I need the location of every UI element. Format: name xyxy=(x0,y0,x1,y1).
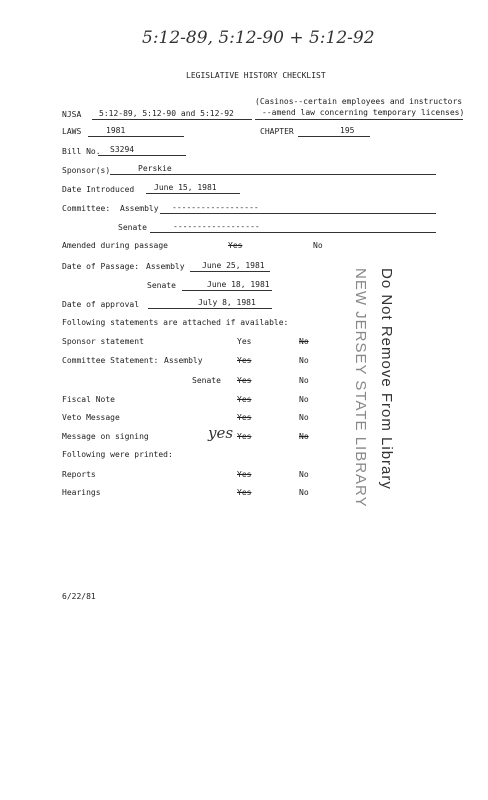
chapter-label: CHAPTER xyxy=(260,127,294,136)
njsa-label: NJSA xyxy=(62,110,82,119)
stamp-line2: Do Not Remove From Library xyxy=(378,268,395,490)
bill-label: Bill No. xyxy=(62,147,101,156)
njsa-value: 5:12-89, 5:12-90 and 5:12-92 xyxy=(99,109,234,118)
stamp-line1: NEW JERSEY STATE LIBRARY xyxy=(352,268,369,508)
fiscal-note-label: Fiscal Note xyxy=(62,395,115,404)
sponsor-statement-no: No xyxy=(299,337,309,346)
printed-heading: Following were printed: xyxy=(62,450,173,459)
bill-underline xyxy=(98,155,186,156)
committee-senate-value: ------------------ xyxy=(173,222,260,231)
committee-statement-senate-yes: Yes xyxy=(237,376,252,385)
message-signing-no: No xyxy=(299,432,309,441)
passage-senate-value: June 18, 1981 xyxy=(207,280,270,289)
fiscal-note-no: No xyxy=(299,395,309,404)
sponsor-value: Perskie xyxy=(138,164,172,173)
sponsor-underline xyxy=(110,174,436,175)
bill-value: S3294 xyxy=(110,145,135,154)
committee-senate-label: Senate xyxy=(118,223,147,232)
date-introduced-value: June 15, 1981 xyxy=(154,183,217,192)
passage-label: Date of Passage: xyxy=(62,262,140,271)
committee-statement-senate-no: No xyxy=(299,376,309,385)
committee-label: Committee: xyxy=(62,204,111,213)
amended-no: No xyxy=(313,241,323,250)
committee-statement-senate-label: Senate xyxy=(192,376,221,385)
hearings-yes: Yes xyxy=(237,488,252,497)
approval-underline xyxy=(148,308,272,309)
footer-date: 6/22/81 xyxy=(62,592,96,601)
date-introduced-label: Date Introduced xyxy=(62,185,135,194)
committee-statement-assembly-label: Assembly xyxy=(164,356,203,365)
njsa-underline xyxy=(92,119,252,120)
laws-value: 1981 xyxy=(106,126,126,135)
veto-message-label: Veto Message xyxy=(62,413,120,422)
approval-label: Date of approval xyxy=(62,300,140,309)
chapter-underline xyxy=(298,136,370,137)
committee-statement-assembly-yes: Yes xyxy=(237,356,252,365)
committee-statement-label: Committee Statement: xyxy=(62,356,159,365)
amended-label: Amended during passage xyxy=(62,241,168,250)
committee-assembly-underline xyxy=(160,213,436,214)
committee-statement-assembly-no: No xyxy=(299,356,309,365)
reports-yes: Yes xyxy=(237,470,252,479)
chapter-value: 195 xyxy=(340,126,355,135)
passage-assembly-label: Assembly xyxy=(146,262,185,271)
sponsor-label: Sponsor(s) xyxy=(62,166,111,175)
passage-senate-label: Senate xyxy=(147,281,176,290)
message-signing-label: Message on signing xyxy=(62,432,149,441)
veto-message-no: No xyxy=(299,413,309,422)
committee-assembly-value: ------------------ xyxy=(172,203,259,212)
hearings-no: No xyxy=(299,488,309,497)
fiscal-note-yes: Yes xyxy=(237,395,252,404)
passage-senate-underline xyxy=(182,290,272,291)
laws-underline xyxy=(88,136,184,137)
amended-yes: Yes xyxy=(228,241,243,250)
description-line1: (Casinos--certain employees and instructors xyxy=(255,97,463,106)
page-title: LEGISLATIVE HISTORY CHECKLIST xyxy=(186,71,326,80)
date-introduced-underline xyxy=(146,193,240,194)
reports-no: No xyxy=(299,470,309,479)
statements-heading: Following statements are attached if available: xyxy=(62,318,289,327)
library-stamp xyxy=(352,268,412,508)
laws-label: LAWS xyxy=(62,127,82,136)
committee-assembly-label: Assembly xyxy=(120,204,159,213)
message-signing-yes: Yes xyxy=(237,432,252,441)
approval-value: July 8, 1981 xyxy=(198,298,256,307)
message-signing-handwritten: yes xyxy=(208,424,234,442)
sponsor-statement-yes: Yes xyxy=(237,337,252,346)
passage-assembly-underline xyxy=(190,271,270,272)
description-underline xyxy=(255,119,463,120)
handwritten-header: 5:12-89, 5:12-90 + 5:12-92 xyxy=(142,28,375,48)
sponsor-statement-label: Sponsor statement xyxy=(62,337,144,346)
reports-label: Reports xyxy=(62,470,96,479)
hearings-label: Hearings xyxy=(62,488,101,497)
passage-assembly-value: June 25, 1981 xyxy=(202,261,265,270)
description-line2: --amend law concerning temporary licenses) xyxy=(262,108,465,117)
veto-message-yes: Yes xyxy=(237,413,252,422)
committee-senate-underline xyxy=(150,232,436,233)
